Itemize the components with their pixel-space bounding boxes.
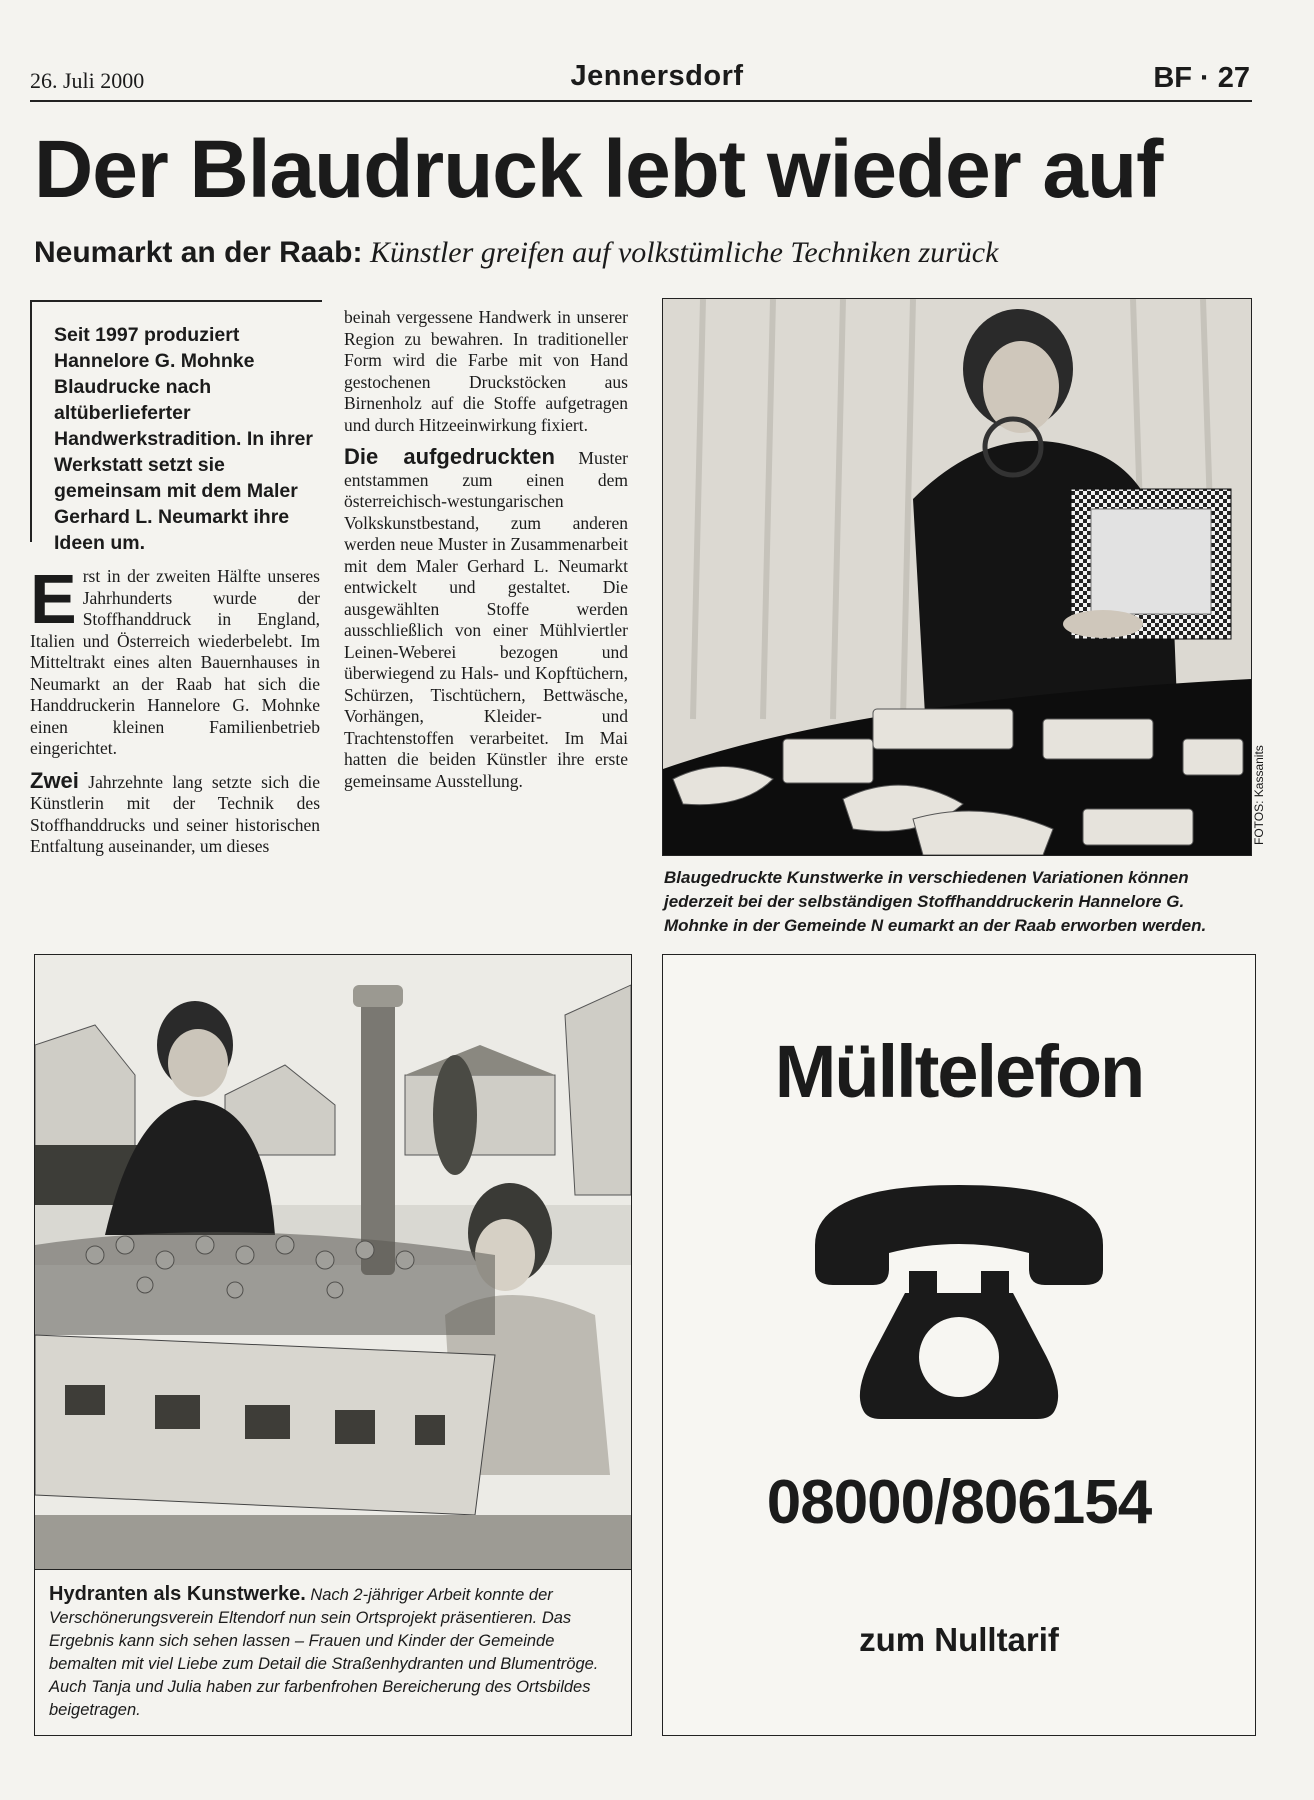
paragraph-4-text: Muster entstammen zum einen dem österreichisch-westungarischen Volkskunstbestand, zum anderen werden neue Muster in Zusammenarbeit mit dem Maler Gerhard L. Neumarkt entwickelt und gestaltet. Die ausgewählten Stoffe werden ausschließlich von einer Mühlviertler Leinen-Weberei bezogen und überwiegend zu Hals- und Kopftüchern, Schürzen, Tischtüchern, Bettwäsche, Vorhängen, Kleider- und Trachtenstoffen verarbeitet. Im Mai hatten die beiden Künstler ihre erste gemeinsame Ausstellung.	[344, 448, 629, 791]
drop-cap: E	[30, 560, 77, 638]
header-rule	[30, 100, 1252, 102]
ad-subtitle: zum Nulltarif	[859, 1621, 1059, 1658]
hydrant-photo-box	[34, 954, 632, 1736]
intro-box	[30, 300, 322, 554]
hydrant-photo	[35, 955, 631, 1570]
hydrant-caption-title: Hydranten als Kunstwerke.	[49, 1583, 306, 1605]
subhead-text: Künstler greifen auf volkstümliche Techniken zurück	[362, 236, 999, 269]
waste-hotline-ad	[662, 954, 1256, 1736]
subheadline	[34, 236, 998, 270]
photo-caption: Blaugedruckte Kunstwerke in verschiedenen Variationen können jederzeit bei der selbständigen Stoffhanddruckerin Hannelore G. Mohnke in der Gemeinde N eumarkt an der Raab erworben werden.	[664, 868, 1207, 935]
ad-phone-number: 08000/806154	[766, 1468, 1152, 1537]
artisan-photo-illustration	[663, 299, 1251, 855]
intro-text: Seit 1997 produziert Hannelore G. Mohnke Blaudrucke nach altüberlieferter Handwerkstradition. In ihrer Werkstatt setzt sie gemeinsam mit dem Maler Gerhard L. Neumarkt ihre Ideen um.	[54, 324, 313, 554]
page-number: BF · 27	[1153, 62, 1250, 94]
paragraph-4-lead: Die aufgedruckten	[344, 444, 555, 469]
headline: Der Blaudruck lebt wieder auf	[34, 124, 1163, 215]
article-column-1	[30, 560, 320, 858]
artisan-photo	[662, 298, 1252, 856]
paragraph-2-text: Jahrzehnte lang setzte sich die Künstlerin mit der Technik des Stoffhanddrucks und seiner historischen Entfaltung auseinander, um dieses	[30, 771, 320, 856]
paragraph-2	[30, 767, 320, 858]
hydrant-caption	[49, 1583, 619, 1722]
paragraph-3: beinah vergessene Handwerk in unserer Region zu bewahren. In traditioneller Form wird die Farbe mit von Hand gestochenen Druckstöcken aus Birnenholz auf die Stoffe aufgetragen und durch Hitzeeinwirkung fixiert.	[344, 307, 628, 435]
hydrant-photo-illustration	[35, 955, 631, 1569]
article-column-2	[344, 307, 628, 792]
photo-credit: FOTOS: Kassanits	[1252, 745, 1266, 845]
subhead-kicker: Neumarkt an der Raab:	[34, 236, 363, 269]
telephone-icon	[805, 1175, 1113, 1425]
ad-title: Mülltelefon	[774, 1030, 1144, 1113]
hydrant-caption-text: Nach 2-jähriger Arbeit konnte der Verschönerungsverein Eltendorf nun sein Ortsprojekt präsentieren. Das Ergebnis kann sich sehen lassen – Frauen und Kinder der Gemeinde bemalten mit viel Liebe zum Detail die Straßenhydranten und Blumentröge. Auch Tanja und Julia haben zur farbenfrohen Bereicherung des Ortsbildes beigetragen.	[49, 1586, 599, 1719]
paragraph-4	[344, 446, 628, 792]
paragraph-2-lead: Zwei	[30, 767, 79, 793]
section-title: Jennersdorf	[570, 60, 744, 92]
issue-date: 26. Juli 2000	[30, 68, 145, 93]
paragraph-1: rst in der zweiten Hälfte unseres Jahrhunderts wurde der Stoffhanddruck in England, Italien und Österreich wiederbelebt. Im Mitteltrakt eines alten Bauernhauses in Neumarkt an der Raab hat sich die Handdruckerin Hannelore G. Mohnke einen kleinen Familienbetrieb eingerichtet.	[30, 566, 320, 758]
